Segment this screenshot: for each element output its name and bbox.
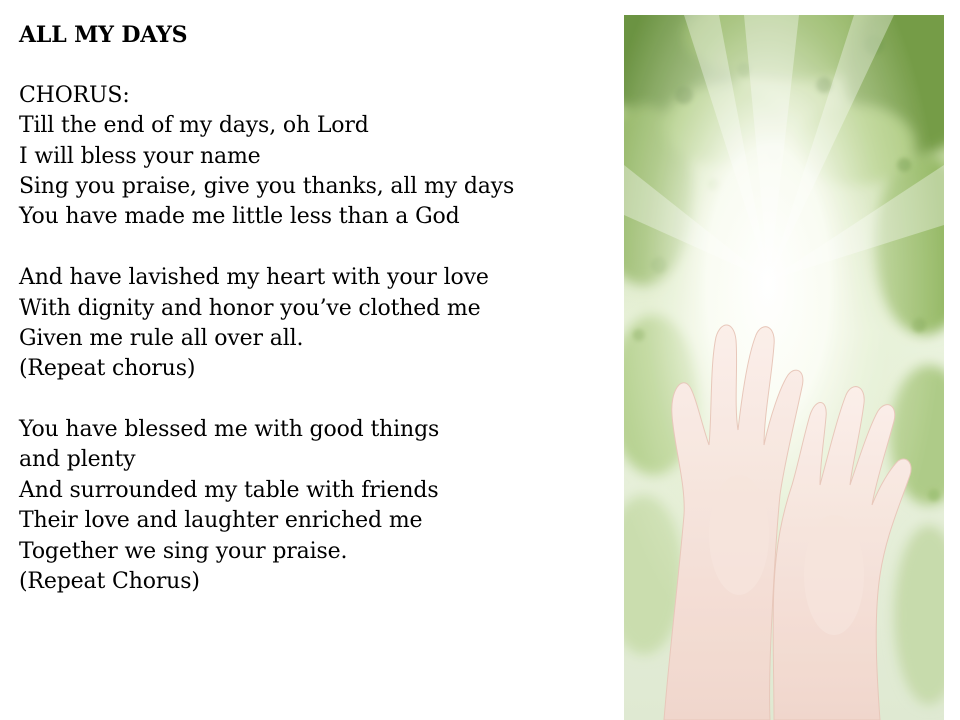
repeat-chorus-note: (Repeat chorus) — [19, 356, 196, 382]
hands-sunlight-image — [624, 15, 944, 720]
blank-line — [19, 233, 619, 263]
blank-line — [19, 385, 619, 415]
verse-line: Given me rule all over all. — [19, 325, 304, 351]
verse-line: And have lavished my heart with your love — [19, 265, 489, 291]
verse-line: You have made me little less than a God — [19, 204, 460, 230]
verse-line: You have blessed me with good things — [19, 417, 440, 443]
chorus-line: Sing you praise, give you thanks, all my days — [19, 173, 515, 199]
blank-line — [19, 50, 619, 80]
hands-sunlight-photo — [624, 15, 944, 720]
verse-line: Together we sing your praise. — [19, 538, 348, 564]
chorus-line: I will bless your name — [19, 143, 261, 169]
verse-line: With dignity and honor you’ve clothed me — [19, 295, 481, 321]
chorus-line: Till the end of my days, oh Lord — [19, 113, 369, 139]
verse-line: and plenty — [19, 447, 136, 473]
chorus-label: CHORUS: — [19, 82, 130, 108]
repeat-chorus-note: (Repeat Chorus) — [19, 569, 200, 595]
verse-line: Their love and laughter enriched me — [19, 508, 423, 534]
song-title: ALL MY DAYS — [19, 22, 188, 48]
lyrics-block — [19, 20, 619, 597]
verse-line: And surrounded my table with friends — [19, 477, 439, 503]
